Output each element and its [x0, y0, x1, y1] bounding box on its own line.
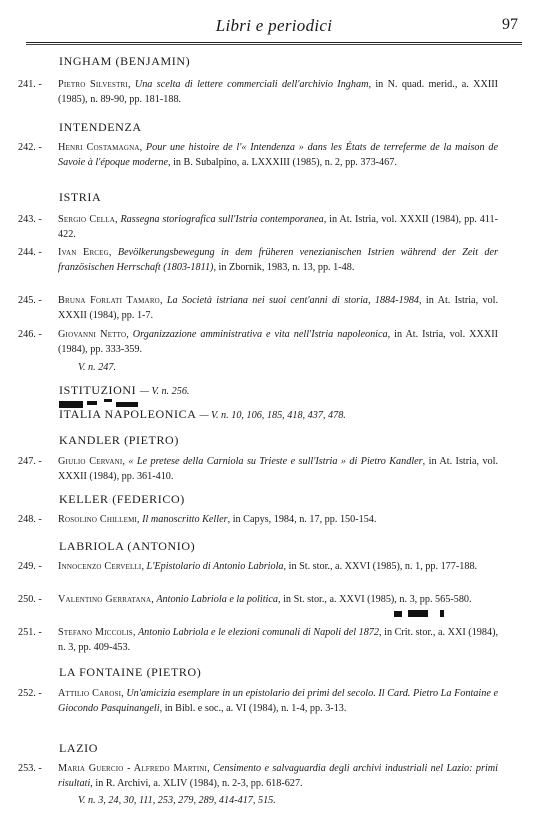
- entry-citation: , in R. Archivi, a. XLIV (1984), n. 2-3, pp. 618-627.: [90, 778, 303, 789]
- page-number: 97: [502, 16, 518, 33]
- entry-title: « Le pretese della Carniola su Trieste e sull'Istria » di Pietro Kandler: [128, 456, 423, 467]
- entry-title: Organizzazione amministrativa e vita nell'Istria napoleonica: [132, 329, 388, 340]
- section-heading: LA FONTAINE (PIETRO): [59, 665, 202, 679]
- entry-title: Il manoscritto Keller: [142, 514, 228, 525]
- entry-number: 247. -: [18, 456, 42, 467]
- cross-reference: V. n. 3, 24, 30, 111, 253, 279, 289, 414-417, 515.: [78, 795, 276, 806]
- running-header: [26, 14, 522, 43]
- entry-author: Innocenzo Cervelli: [58, 561, 142, 572]
- section-heading: KANDLER (PIETRO): [59, 433, 179, 447]
- entry-number: 248. -: [18, 514, 42, 525]
- entry-title: L'Epistolario di Antonio Labriola: [146, 561, 284, 572]
- entry-title: Pour une histoire de l'« Intendenza » dans les États de terreferme de la maison de Savoie à l'époque moderne: [58, 142, 498, 168]
- entry-citation: , in At. Istria, vol. XXXII (1984), pp. 361-410.: [58, 456, 499, 482]
- entry-citation: , in B. Subalpino, a. LXXXIII (1985), n. 2, pp. 373-467.: [167, 157, 397, 168]
- bibliography-entry: 241. - Pietro Silvestri, Una scelta di lettere commerciali dell'archivio Ingham, in N. quad. merid., a. XXIII (1985), n. 89-90, pp. 181-188.: [18, 79, 499, 105]
- section-heading: INGHAM (BENJAMIN): [59, 54, 191, 68]
- entry-author: Giulio Cervani: [58, 456, 123, 467]
- section-heading: LABRIOLA (ANTONIO): [59, 539, 196, 553]
- scan-artifact: [87, 401, 97, 405]
- heading-label: ISTITUZIONI: [59, 383, 137, 397]
- bibliography-entry: 248. - Rosolino Chillemi, Il manoscritto Keller, in Capys, 1984, n. 17, pp. 150-154.: [18, 514, 377, 525]
- section-heading: INTENDENZA: [59, 120, 142, 134]
- entry-number: 244. -: [18, 247, 42, 258]
- entry-number: 253. -: [18, 763, 42, 774]
- heading-cross-reference: — V. n. 256.: [139, 386, 190, 397]
- bibliography-entry: 252. - Attilio Carosi, Un'amicizia esemplare in un epistolario dei primi del secolo. Il Card. Pietro La Fontaine e Giocondo Pasquinangeli, in Bibl. e soc., a. VI (1984), n. 1-4, pp. 3-13.: [18, 688, 498, 714]
- bibliography-entry: 245. - Bruna Forlati Tamaro, La Società istriana nei suoi cent'anni di storia, 1884-1984, in At. Istria, vol. XXXII (1984), pp. 1-7.: [18, 295, 499, 321]
- entry-number: 241. -: [18, 79, 42, 90]
- entry-author: Rosolino Chillemi: [58, 514, 138, 525]
- section-heading: KELLER (FEDERICO): [59, 492, 185, 506]
- entry-citation: , in At. Istria, vol. XXXII (1984), pp. 1-7.: [58, 295, 499, 321]
- entry-citation: , in Crit. stor., a. XXI (1984), n. 3, pp. 409-453.: [58, 627, 499, 653]
- entry-title: Antonio Labriola e le elezioni comunali di Napoli del 1872: [137, 627, 379, 638]
- section-heading: LAZIO: [59, 741, 98, 755]
- entry-citation: , in Capys, 1984, n. 17, pp. 150-154.: [227, 514, 377, 525]
- entry-author: Henri Costamagna: [58, 142, 140, 153]
- entry-title: Una scelta di lettere commerciali dell'archivio Ingham: [134, 79, 369, 90]
- entry-author: Giovanni Netto: [58, 329, 127, 340]
- entry-citation: , in N. quad. merid., a. XXIII (1985), n. 89-90, pp. 181-188.: [58, 79, 499, 105]
- scan-artifact: [408, 610, 428, 617]
- entry-author: Pietro Silvestri: [58, 79, 128, 90]
- heading-cross-reference: — V. n. 10, 106, 185, 418, 437, 478.: [199, 410, 346, 421]
- bibliography-entry: 250. - Valentino Gerratana, Antonio Labriola e la politica, in St. stor., a. XXVI (1985), n. 3, pp. 565-580.: [18, 594, 472, 605]
- scan-artifact: [394, 611, 402, 617]
- entry-title: Antonio Labriola e la politica: [156, 594, 278, 605]
- entry-author: Bruna Forlati Tamaro: [58, 295, 160, 306]
- entry-citation: , in At. Istria, vol. XXXII (1984), pp. 333-359.: [58, 329, 498, 355]
- bibliography-entry: 249. - Innocenzo Cervelli, L'Epistolario di Antonio Labriola, in St. stor., a. XXVI (1985), n. 1, pp. 177-188.: [18, 561, 478, 572]
- bibliography-entry: 242. - Henri Costamagna, Pour une histoire de l'« Intendenza » dans les États de terreferme de la maison de Savoie à l'époque moderne, in B. Subalpino, a. LXXXIII (1985), n. 2, pp. 373-467.: [18, 142, 498, 168]
- section-heading-italia: [59, 407, 346, 422]
- bibliography-entry: 247. - Giulio Cervani, « Le pretese della Carniola su Trieste e sull'Istria » di Pietro Kandler, in At. Istria, vol. XXXII (1984), pp. 361-410.: [18, 456, 499, 482]
- cross-reference: V. n. 247.: [78, 362, 117, 373]
- entry-author: Sergio Cella: [58, 214, 116, 225]
- header-rule: [26, 44, 522, 45]
- entry-author: Ivan Erceg: [58, 247, 109, 258]
- entry-number: 251. -: [18, 627, 42, 638]
- bibliography-entry: 251. - Stefano Miccolis, Antonio Labriola e le elezioni comunali di Napoli del 1872, in Crit. stor., a. XXI (1984), n. 3, pp. 409-453.: [18, 627, 499, 653]
- entry-citation: , in St. stor., a. XXVI (1985), n. 1, pp. 177-188.: [283, 561, 478, 572]
- entry-author: Attilio Carosi: [58, 688, 122, 699]
- entry-number: 252. -: [18, 688, 42, 699]
- entry-title: La Società istriana nei suoi cent'anni di storia, 1884-1984: [166, 295, 420, 306]
- entry-title: Rassegna storiografica sull'Istria contemporanea: [120, 214, 324, 225]
- bibliography-entry: 244. - Ivan Erceg, Bevölkerungsbewegung in dem früheren venezianischen Istrien während der Zeit der französischen Herrschaft (1803-1811), in Zbornik, 1983, n. 13, pp. 1-48.: [18, 247, 499, 273]
- entry-number: 246. -: [18, 329, 42, 340]
- section-heading: ISTRIA: [59, 190, 102, 204]
- entry-title: Censimento e salvaguardia degli archivi industriali nel Lazio: primi risultati: [58, 763, 498, 789]
- entry-citation: , in St. stor., a. XXVI (1985), n. 3, pp. 565-580.: [278, 594, 472, 605]
- heading-label: ITALIA NAPOLEONICA: [59, 407, 196, 421]
- entry-citation: , in At. Istria, vol. XXXII (1984), pp. 411-422.: [58, 214, 499, 240]
- entry-number: 245. -: [18, 295, 42, 306]
- entry-author: Stefano Miccolis: [58, 627, 133, 638]
- entry-title: Bevölkerungsbewegung in dem früheren venezianischen Istrien während der Zeit der französischen Herrschaft (1803-1811): [58, 247, 499, 273]
- bibliography-entry: 243. - Sergio Cella, Rassegna storiografica sull'Istria contemporanea, in At. Istria, vol. XXXII (1984), pp. 411-422.: [18, 214, 499, 240]
- entry-citation: , in Zbornik, 1983, n. 13, pp. 1-48.: [213, 262, 355, 273]
- entry-author: Valentino Gerratana: [58, 594, 152, 605]
- entry-number: 250. -: [18, 594, 42, 605]
- entry-number: 242. -: [18, 142, 42, 153]
- entry-title: Un'amicizia esemplare in un epistolario dei primi del secolo. Il Card. Pietro La Fontaine e Giocondo Pasquinangeli: [58, 688, 498, 714]
- entry-number: 249. -: [18, 561, 42, 572]
- bibliography-entry: 246. - Giovanni Netto, Organizzazione amministrativa e vita nell'Istria napoleonica, in At. Istria, vol. XXXII (1984), pp. 333-359.: [18, 329, 498, 355]
- scan-artifact: [440, 610, 444, 617]
- entry-author: Maria Guercio - Alfredo Martini: [58, 763, 208, 774]
- scan-artifact: [104, 399, 112, 402]
- entry-number: 243. -: [18, 214, 42, 225]
- running-title: Libri e periodici: [215, 16, 333, 35]
- bibliography-entry: 253. - Maria Guercio - Alfredo Martini, Censimento e salvaguardia degli archivi industriali nel Lazio: primi risultati, in R. Archivi, a. XLIV (1984), n. 2-3, pp. 618-627.: [18, 763, 498, 789]
- section-heading-istituzioni: [59, 383, 189, 398]
- entry-citation: , in Bibl. e soc., a. VI (1984), n. 1-4, pp. 3-13.: [159, 703, 347, 714]
